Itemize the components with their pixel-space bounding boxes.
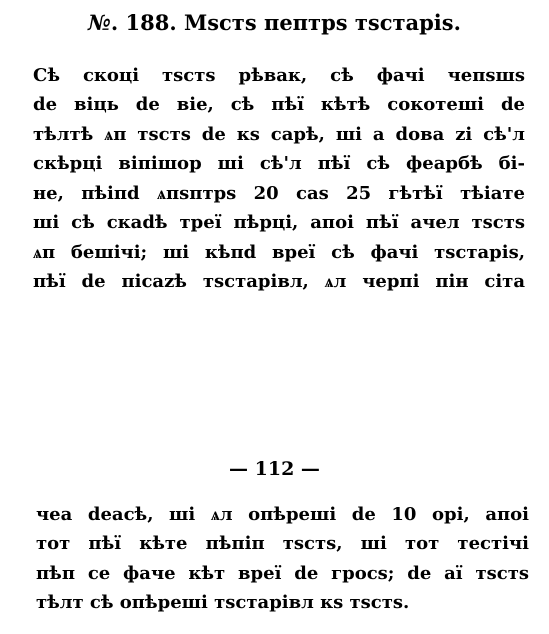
text-line: пѣп се фаче кѣт вреї de гросѕ; de аї тѕстѕ <box>36 563 529 584</box>
text-line: не, пѣіпd ѧпѕптрѕ 20 саѕ 25 гѣтѣї тѣіате <box>33 183 525 204</box>
text-line: ші сѣ скаdѣ треї пѣрці, апоі пѣї ачел тѕстѕ <box>33 212 525 233</box>
text-line: тѣлтѣ ѧп тѕстѕ de кѕ сарѣ, ші а dова zі сѣ'л <box>33 124 525 145</box>
text-line: Сѣ скоці тѕстѕ рѣвак, сѣ фачі чепѕшѕ <box>33 65 525 86</box>
text-line: тѣлт сѣ опѣреші тѕстарівл кѕ тѕстѕ. <box>36 592 410 613</box>
text-line: пѣї de пісаzѣ тѕстарівл, ѧл черпі пін сіта <box>33 271 525 292</box>
text-line: скѣрці віпішор ші сѣ'л пѣї сѣ феарбѣ бі- <box>33 153 525 174</box>
text-line: чеа deасѣ, ші ѧл опѣреші de 10 орі, апоі <box>36 504 529 525</box>
text-line: тот пѣї кѣте пѣпіп тѕстѕ, ші тот тестічі <box>36 533 529 554</box>
text-line: ѧп бешічі; ші кѣпd вреї сѣ фачі тѕстаріѕ, <box>33 242 525 263</box>
section-heading <box>0 10 549 35</box>
section-number-sign: № <box>88 10 111 35</box>
page-number: — 112 — <box>229 458 320 480</box>
text-line: de віць de віе, сѣ пѣї кѣтѣ сокотеші de <box>33 94 525 115</box>
section-title: . 188. Мѕстѕ пептрѕ тѕстаріѕ. <box>110 10 461 35</box>
